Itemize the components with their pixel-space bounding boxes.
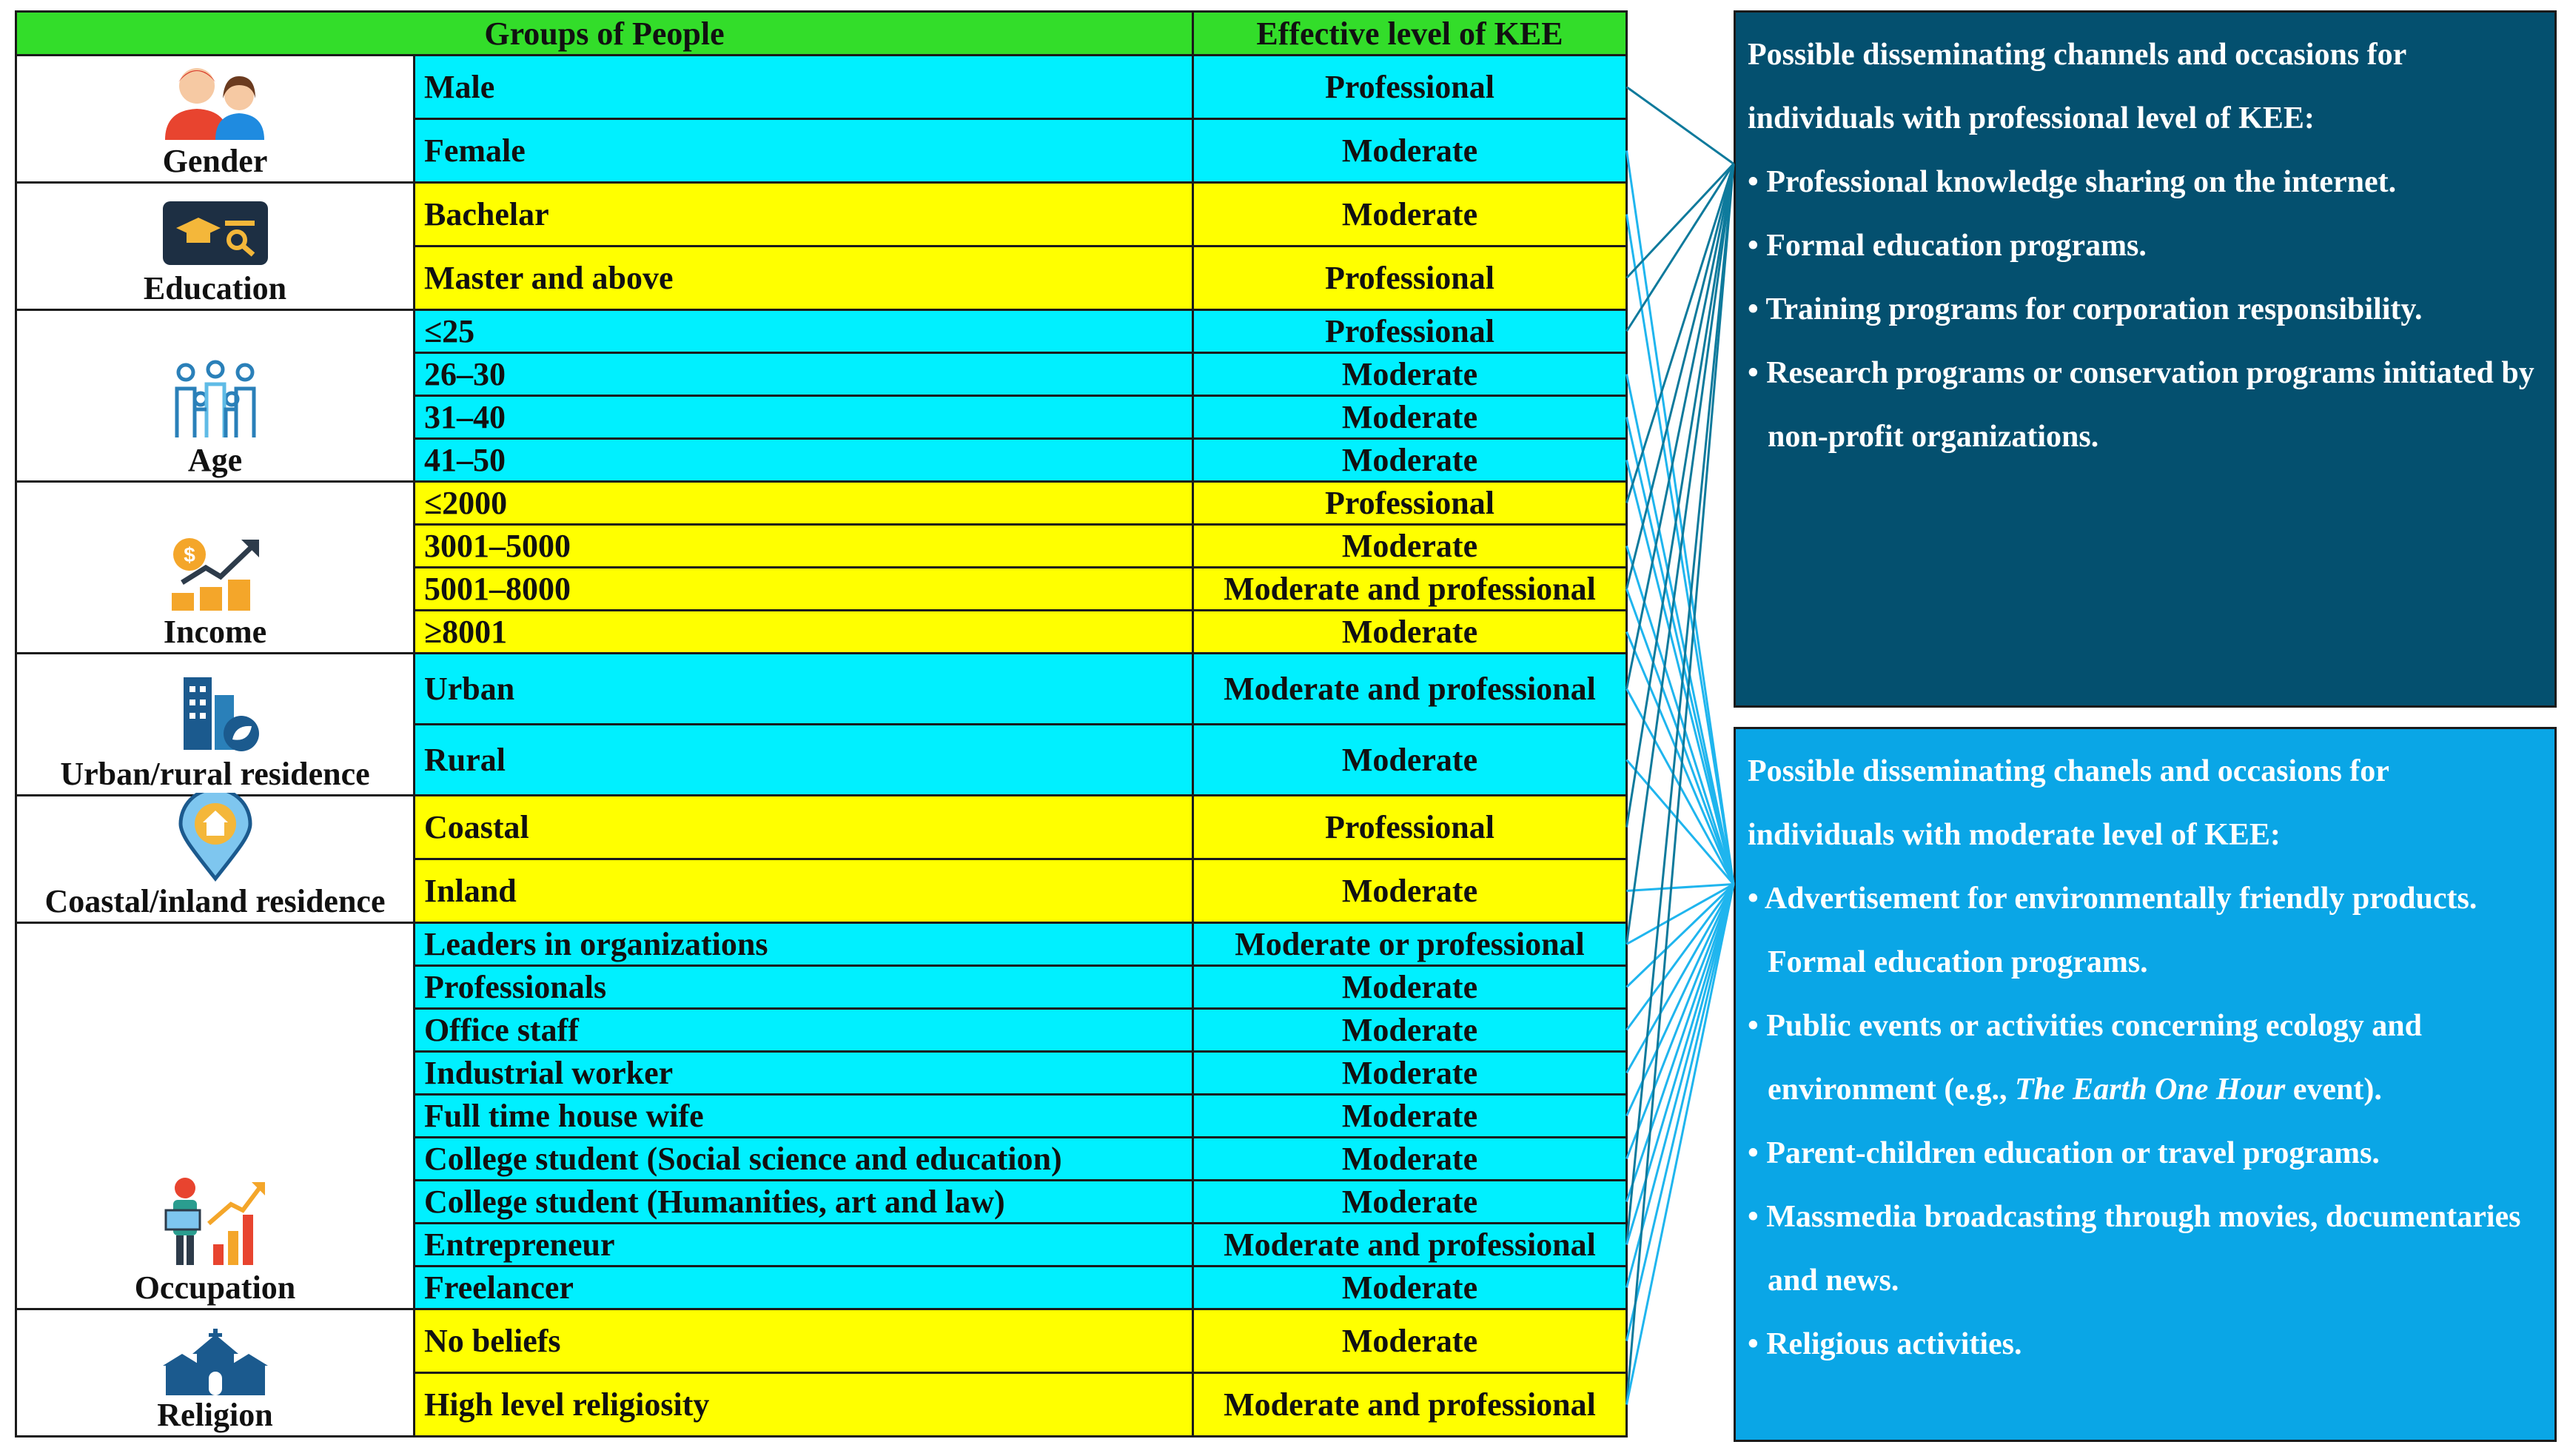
level-cell: Moderate	[1193, 725, 1627, 796]
event-name: The Earth One Hour	[2015, 1073, 2286, 1107]
connector-line	[1627, 885, 1734, 987]
level-cell: Moderate	[1193, 396, 1627, 439]
level-cell: Moderate	[1193, 1052, 1627, 1095]
group-cell: Entrepreneur	[415, 1224, 1193, 1267]
table-row	[16, 482, 1627, 525]
connector-line	[1627, 215, 1734, 885]
table-row	[16, 1309, 1627, 1373]
moderate-intro: Possible disseminating chanels and occasions for individuals with moderate level of KEE:	[1748, 754, 2389, 852]
connector-line	[1627, 151, 1734, 885]
level-cell: Moderate	[1193, 1309, 1627, 1373]
connector-line	[1627, 164, 1734, 827]
connector-line	[1627, 417, 1734, 885]
channel-bullet: • Training programs for corporation responsibility.	[1748, 278, 2543, 341]
connector-line	[1627, 164, 1734, 331]
group-cell: Industrial worker	[415, 1052, 1193, 1095]
group-cell: 41–50	[415, 439, 1193, 482]
connector-line	[1627, 885, 1734, 1202]
connector-line	[1627, 885, 1734, 1159]
connector-line	[1627, 460, 1734, 885]
group-cell: College student (Social science and education)	[415, 1138, 1193, 1181]
group-cell: High level religiosity	[415, 1373, 1193, 1437]
category-label: Income	[163, 614, 267, 651]
connector-line	[1627, 885, 1734, 1030]
group-cell: Master and above	[415, 246, 1193, 310]
connector-line	[1627, 164, 1734, 588]
group-cell: Leaders in organizations	[415, 923, 1193, 966]
group-cell: 3001–5000	[415, 525, 1193, 568]
table-row	[16, 183, 1627, 246]
groups-table	[15, 10, 1628, 1437]
channel-bullet: • Public events or activities concerning ecology and environment (e.g., The Earth One Hour event).	[1748, 994, 2543, 1121]
connector-line	[1627, 885, 1734, 891]
level-cell: Moderate and professional	[1193, 1373, 1627, 1437]
level-cell: Professional	[1193, 796, 1627, 859]
channel-bullet: • Advertisement for environmentally friendly products. Formal education programs.	[1748, 867, 2543, 994]
level-cell: Moderate	[1193, 1267, 1627, 1309]
level-cell: Moderate	[1193, 183, 1627, 246]
connector-line	[1627, 632, 1734, 885]
category-label: Occupation	[134, 1269, 296, 1306]
category-label: Education	[143, 270, 287, 307]
category-label: Urban/rural residence	[60, 756, 370, 793]
header-level: Effective level of KEE	[1193, 12, 1627, 56]
table-header-row	[16, 12, 1627, 56]
connector-line	[1627, 885, 1734, 1245]
connector-line	[1627, 87, 1734, 164]
connector-line	[1627, 164, 1734, 944]
level-cell: Professional	[1193, 246, 1627, 310]
category-cell	[16, 56, 415, 183]
group-cell: Freelancer	[415, 1267, 1193, 1309]
connector-line	[1627, 164, 1734, 688]
connector-line	[1627, 885, 1734, 945]
group-cell: Professionals	[415, 966, 1193, 1009]
level-cell: Moderate or professional	[1193, 923, 1627, 966]
connector-line	[1627, 589, 1734, 885]
level-cell: Moderate	[1193, 525, 1627, 568]
level-cell: Professional	[1193, 56, 1627, 119]
category-cell	[16, 923, 415, 1309]
group-cell: Bachelar	[415, 183, 1193, 246]
connector-line	[1627, 164, 1734, 1404]
group-cell: Urban	[415, 654, 1193, 725]
group-cell: Office staff	[415, 1009, 1193, 1052]
connector-line	[1627, 885, 1734, 1116]
location-pin-icon	[175, 793, 256, 885]
channel-bullet: • Research programs or conservation programs initiated by non-profit organizations.	[1748, 341, 2543, 469]
level-cell: Moderate	[1193, 966, 1627, 1009]
church-icon	[160, 1329, 271, 1398]
channel-bullet: • Parent-children education or travel programs.	[1748, 1121, 2543, 1185]
connector-line	[1627, 885, 1734, 1288]
level-cell: Moderate	[1193, 1095, 1627, 1138]
category-label: Coastal/inland residence	[44, 883, 386, 920]
level-cell: Professional	[1193, 310, 1627, 353]
moderate-channels-box	[1734, 727, 2557, 1442]
group-cell: No beliefs	[415, 1309, 1193, 1373]
header-groups: Groups of People	[16, 12, 1193, 56]
level-cell: Moderate	[1193, 353, 1627, 396]
category-label: Religion	[157, 1397, 273, 1434]
connector-line	[1627, 689, 1734, 885]
level-cell: Moderate	[1193, 119, 1627, 183]
level-cell: Moderate	[1193, 439, 1627, 482]
group-cell: Female	[415, 119, 1193, 183]
city-leaf-icon	[167, 673, 264, 757]
table-row	[16, 310, 1627, 353]
channel-bullet: • Formal education programs.	[1748, 214, 2543, 278]
group-cell: 31–40	[415, 396, 1193, 439]
professional-intro: Possible disseminating channels and occasions for individuals with professional level of KEE:	[1748, 38, 2406, 135]
connector-line	[1627, 885, 1734, 1073]
category-label: Gender	[162, 143, 268, 180]
group-cell: Inland	[415, 859, 1193, 923]
group-cell: 26–30	[415, 353, 1193, 396]
income-growth-icon	[167, 531, 264, 615]
professional-channels-box	[1734, 10, 2557, 708]
people-icon	[156, 60, 275, 144]
connector-line	[1627, 164, 1734, 503]
category-cell	[16, 183, 415, 310]
level-cell: Professional	[1193, 482, 1627, 525]
group-cell: Rural	[415, 725, 1193, 796]
level-cell: Moderate	[1193, 859, 1627, 923]
channel-bullet: • Religious activities.	[1748, 1312, 2543, 1376]
group-cell: ≤2000	[415, 482, 1193, 525]
connector-line	[1627, 375, 1734, 885]
connector-line	[1627, 760, 1734, 885]
level-cell: Moderate and professional	[1193, 568, 1627, 611]
level-cell: Moderate and professional	[1193, 654, 1627, 725]
group-cell: 5001–8000	[415, 568, 1193, 611]
level-cell: Moderate and professional	[1193, 1224, 1627, 1267]
category-cell	[16, 654, 415, 796]
group-cell: Male	[415, 56, 1193, 119]
category-cell	[16, 1309, 415, 1437]
table-row	[16, 56, 1627, 119]
category-cell	[16, 310, 415, 482]
group-cell: Coastal	[415, 796, 1193, 859]
group-cell: Full time house wife	[415, 1095, 1193, 1138]
table-row	[16, 923, 1627, 966]
category-label: Age	[187, 442, 243, 479]
group-cell: College student (Humanities, art and law)	[415, 1181, 1193, 1224]
connector-line	[1627, 164, 1734, 1244]
connector-line	[1627, 164, 1734, 278]
level-cell: Moderate	[1193, 611, 1627, 654]
table-row	[16, 654, 1627, 725]
level-cell: Moderate	[1193, 1009, 1627, 1052]
channel-bullet: • Massmedia broadcasting through movies, documentaries and news.	[1748, 1185, 2543, 1312]
connector-line	[1627, 546, 1734, 885]
group-cell: ≥8001	[415, 611, 1193, 654]
family-icon	[164, 359, 267, 443]
graduation-cap-icon	[160, 198, 271, 272]
connector-line	[1627, 885, 1734, 1341]
connector-line	[1627, 885, 1734, 1405]
svg-text:$: $	[183, 543, 195, 567]
table-row	[16, 796, 1627, 859]
group-cell: ≤25	[415, 310, 1193, 353]
level-cell: Moderate	[1193, 1138, 1627, 1181]
category-cell	[16, 482, 415, 654]
category-cell	[16, 796, 415, 923]
presenter-chart-icon	[160, 1172, 271, 1271]
channel-bullet: • Professional knowledge sharing on the internet.	[1748, 150, 2543, 214]
level-cell: Moderate	[1193, 1181, 1627, 1224]
